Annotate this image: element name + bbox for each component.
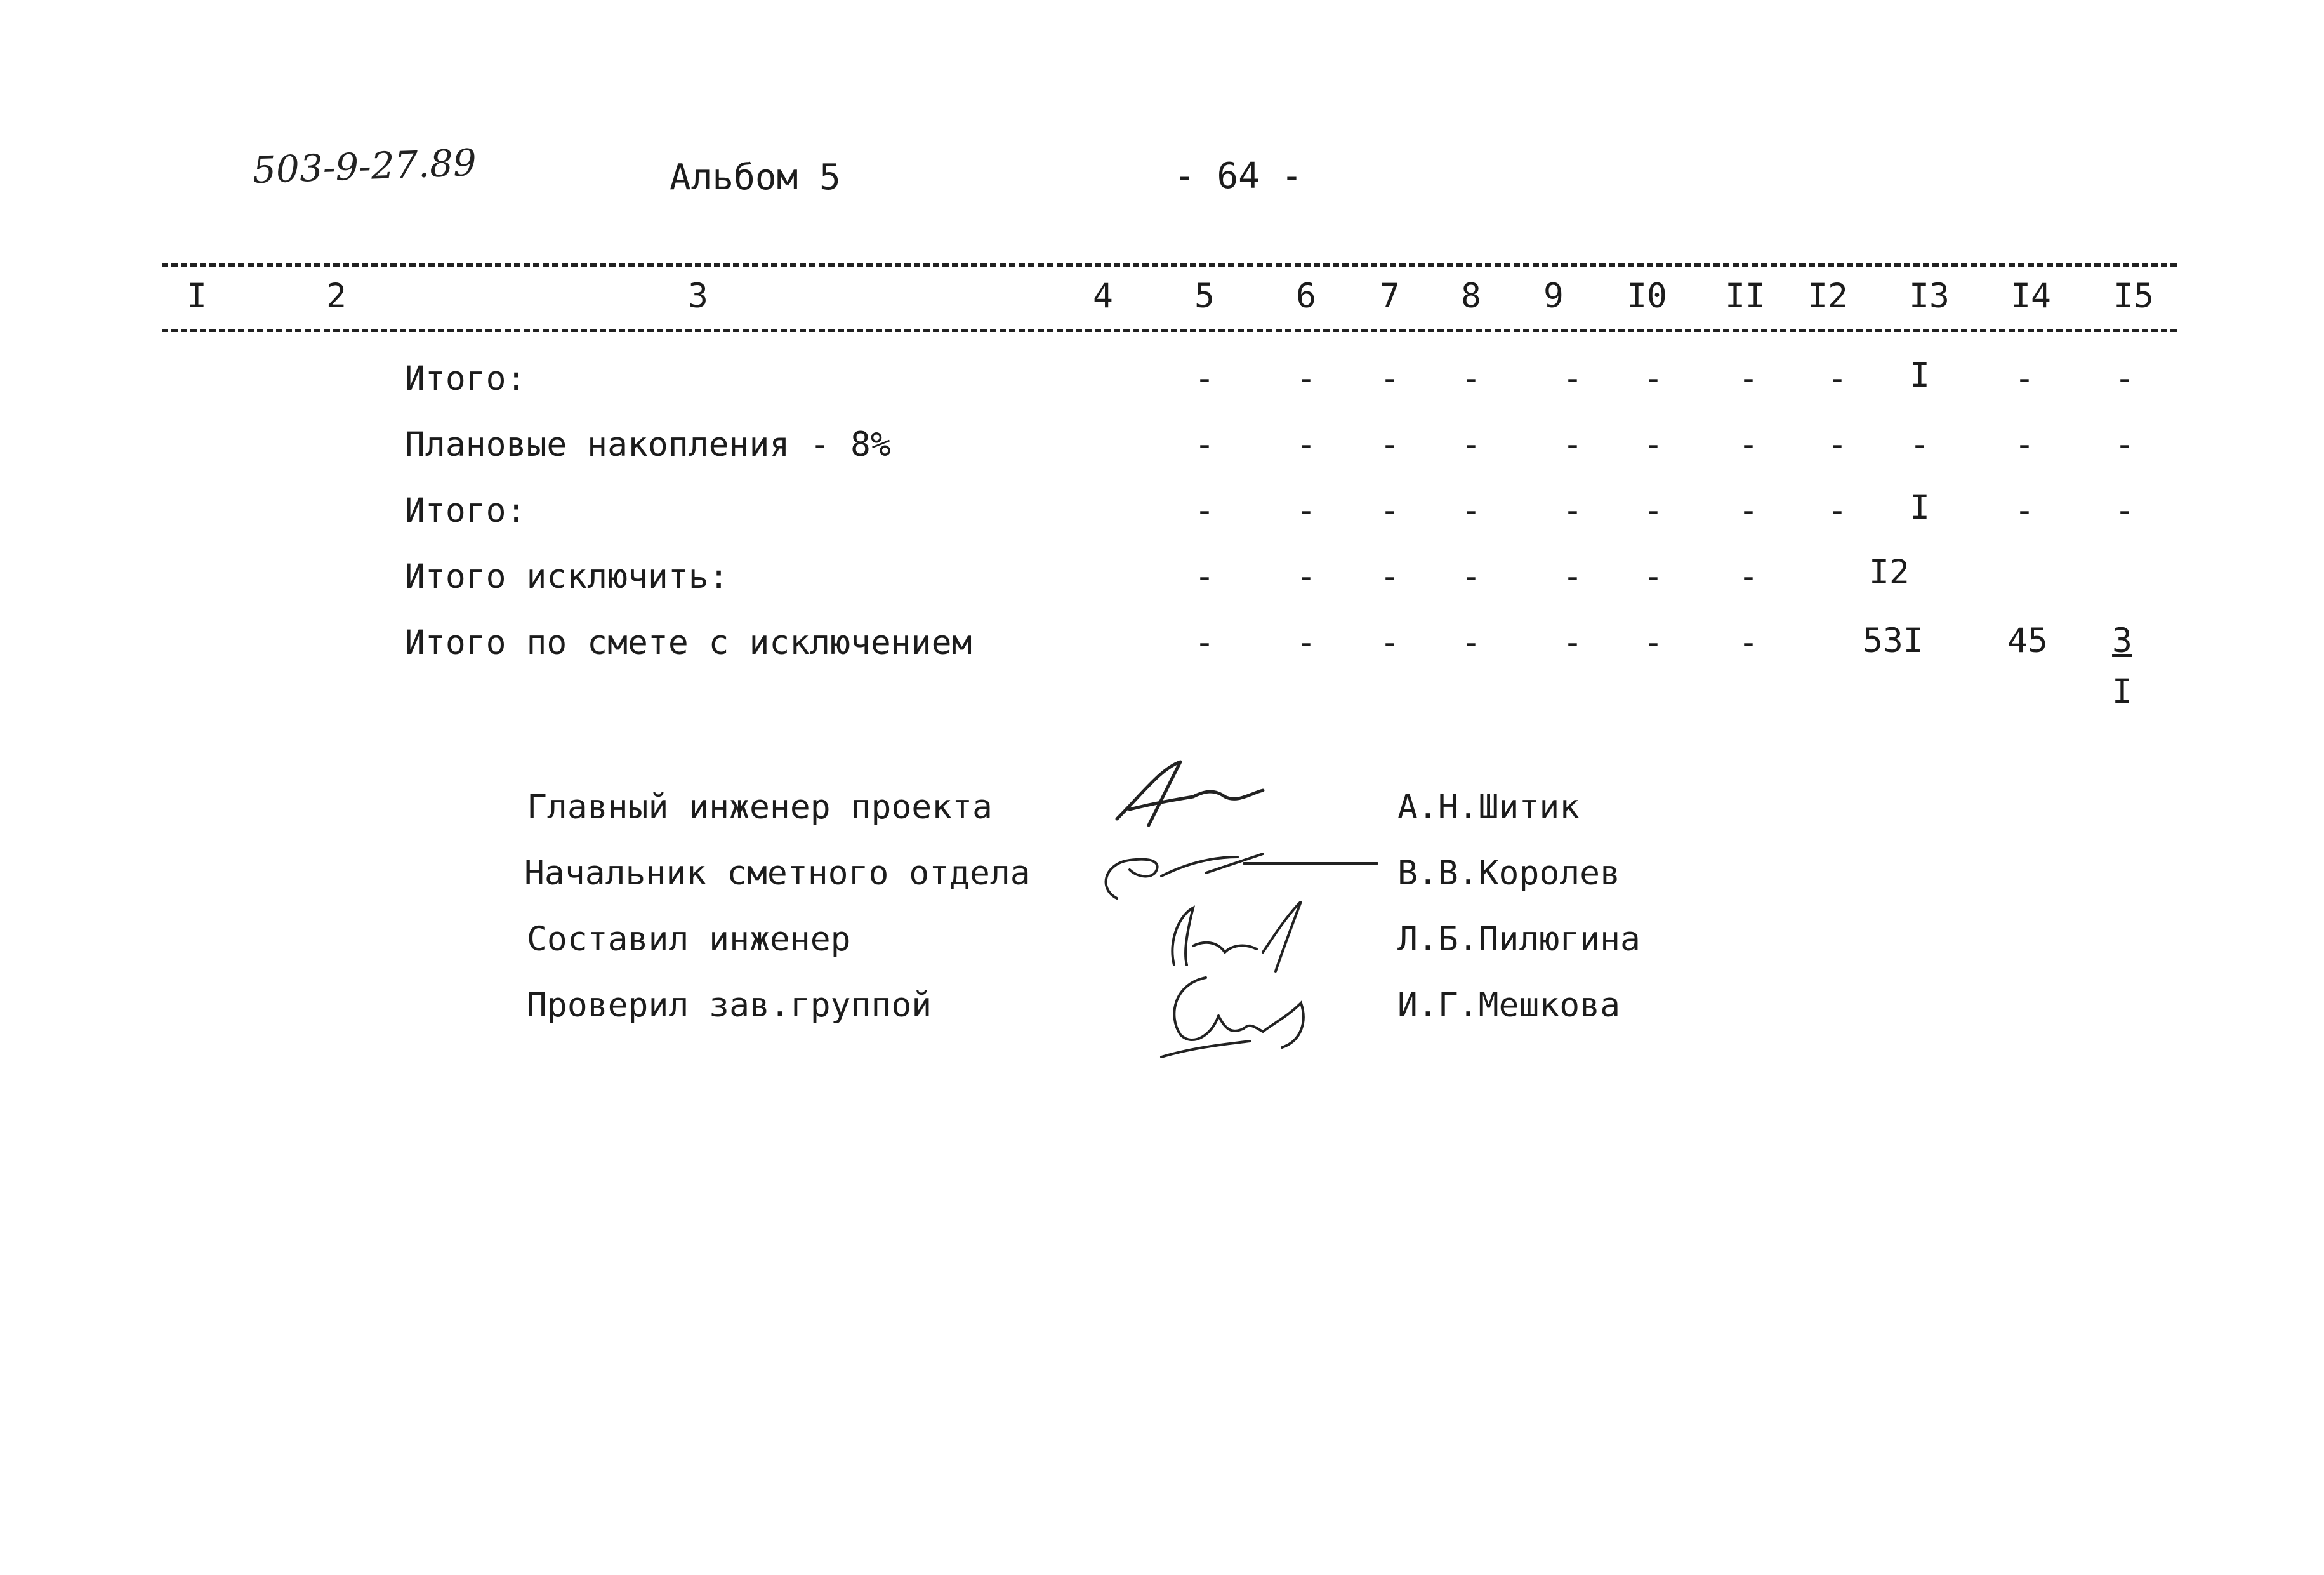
row-label: Итого: bbox=[405, 359, 527, 398]
row-cell: - bbox=[1461, 425, 1481, 464]
signer-position: Начальник сметного отдела bbox=[524, 854, 1031, 893]
row-cell: - bbox=[2115, 359, 2135, 398]
row-label: Итого исключить: bbox=[405, 557, 729, 596]
row-cell: - bbox=[1380, 623, 1400, 662]
row-cell: - bbox=[1194, 491, 1215, 530]
row-cell: - bbox=[1194, 557, 1215, 596]
row-cell: - bbox=[1296, 425, 1316, 464]
top-rule bbox=[162, 263, 2177, 267]
col-header-9: 9 bbox=[1543, 277, 1564, 316]
row-cell: - bbox=[1194, 425, 1215, 464]
col-header-12: I2 bbox=[1807, 277, 1848, 316]
row-cell: - bbox=[1461, 491, 1481, 530]
row-cell: - bbox=[1827, 359, 1847, 398]
row-cell: - bbox=[1194, 623, 1215, 662]
row-cell: - bbox=[1910, 425, 1930, 464]
row-cell: - bbox=[1296, 359, 1316, 398]
signature-1 bbox=[1104, 749, 1269, 834]
col-header-13: I3 bbox=[1909, 277, 1950, 316]
row-cell: - bbox=[1738, 359, 1759, 398]
row-cell: - bbox=[1562, 359, 1583, 398]
bottom-rule bbox=[162, 329, 2177, 332]
row-cell: - bbox=[1643, 425, 1663, 464]
col-header-5: 5 bbox=[1194, 277, 1215, 316]
row-cell: - bbox=[1562, 557, 1583, 596]
col-header-6: 6 bbox=[1296, 277, 1316, 316]
document-code: 503-9-27.89 bbox=[251, 140, 477, 192]
row-label: Итого по смете с исключением bbox=[405, 623, 972, 662]
album-label: Альбом 5 bbox=[670, 157, 841, 198]
row-cell: I bbox=[1910, 356, 1930, 395]
row-cell: - bbox=[1296, 557, 1316, 596]
row-cell: - bbox=[1562, 491, 1583, 530]
row-cell: - bbox=[1738, 491, 1759, 530]
row-cell: I2 bbox=[1869, 553, 1910, 592]
row-cell: - bbox=[1827, 425, 1847, 464]
row-cell: - bbox=[1827, 491, 1847, 530]
col-header-14: I4 bbox=[2010, 277, 2051, 316]
row-cell: - bbox=[2014, 359, 2035, 398]
row-cell: - bbox=[1461, 623, 1481, 662]
col-header-15: I5 bbox=[2113, 277, 2154, 316]
page-number: - 64 - bbox=[1174, 156, 1303, 197]
row-cell: - bbox=[1461, 359, 1481, 398]
fraction-numerator: 3 bbox=[2112, 621, 2132, 660]
signer-name: Л.Б.Пилюгина bbox=[1397, 920, 1641, 959]
row-cell: - bbox=[1643, 359, 1663, 398]
row-cell: - bbox=[2115, 491, 2135, 530]
row-cell: 45 bbox=[2007, 621, 2048, 660]
col-header-8: 8 bbox=[1461, 277, 1481, 316]
row-cell: - bbox=[1643, 623, 1663, 662]
signer-position: Главный инженер проекта bbox=[527, 788, 993, 827]
signature-4 bbox=[1155, 965, 1333, 1063]
row-cell: - bbox=[1738, 623, 1759, 662]
row-cell: - bbox=[2014, 425, 2035, 464]
row-cell: 53I bbox=[1863, 621, 1924, 660]
row-cell: - bbox=[1194, 359, 1215, 398]
row-label: Итого: bbox=[405, 491, 527, 530]
col-header-10: I0 bbox=[1627, 277, 1667, 316]
row-cell: - bbox=[1562, 425, 1583, 464]
row-cell: - bbox=[1296, 623, 1316, 662]
row-cell: - bbox=[1380, 425, 1400, 464]
row-cell: - bbox=[1380, 359, 1400, 398]
col-header-4: 4 bbox=[1093, 277, 1113, 316]
row-cell: - bbox=[1643, 557, 1663, 596]
row-cell: - bbox=[1643, 491, 1663, 530]
signer-name: И.Г.Мешкова bbox=[1397, 986, 1620, 1025]
row-cell: - bbox=[2014, 491, 2035, 530]
row-cell: - bbox=[1738, 557, 1759, 596]
col-header-2: 2 bbox=[326, 277, 347, 316]
signer-position: Проверил зав.группой bbox=[527, 986, 932, 1025]
row-cell: - bbox=[1380, 491, 1400, 530]
col-header-7: 7 bbox=[1380, 277, 1400, 316]
fraction-denominator: I bbox=[2112, 672, 2132, 711]
row-cell: - bbox=[1461, 557, 1481, 596]
col-header-3: 3 bbox=[688, 277, 708, 316]
row-label: Плановые накопления - 8% bbox=[405, 425, 891, 464]
signer-position: Составил инженер bbox=[527, 920, 851, 959]
row-cell: - bbox=[1380, 557, 1400, 596]
col-header-11: II bbox=[1725, 277, 1766, 316]
row-cell: - bbox=[1296, 491, 1316, 530]
row-cell: - bbox=[1738, 425, 1759, 464]
col-header-1: I bbox=[187, 277, 207, 316]
row-cell: - bbox=[1562, 623, 1583, 662]
row-cell: - bbox=[2115, 425, 2135, 464]
signer-name: А.Н.Шитик bbox=[1397, 788, 1580, 827]
row-cell: I bbox=[1910, 488, 1930, 527]
signer-name: В.В.Королев bbox=[1397, 854, 1620, 893]
